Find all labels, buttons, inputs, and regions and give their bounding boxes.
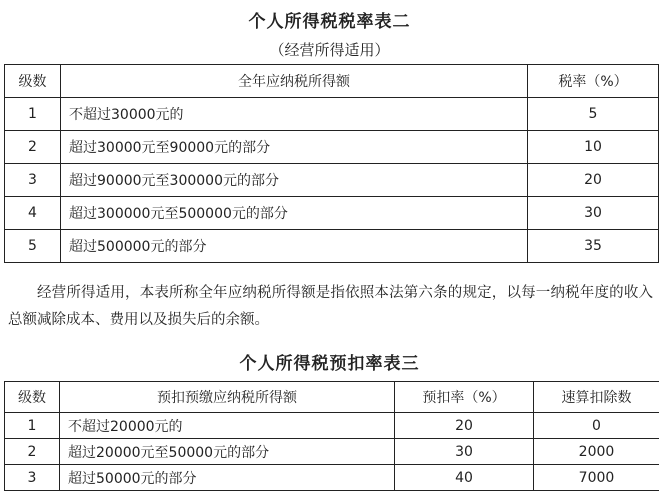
cell-level: 3 <box>5 164 61 197</box>
table-row <box>5 413 659 439</box>
cell-quick-deduction: 0 <box>534 413 659 439</box>
withholding-rate-table-3 <box>4 381 659 491</box>
cell-income-range: 不超过20000元的 <box>60 413 395 439</box>
cell-rate: 30 <box>528 197 659 230</box>
cell-level: 2 <box>5 439 60 465</box>
table-row <box>5 439 659 465</box>
cell-income-range: 超过20000元至50000元的部分 <box>60 439 395 465</box>
header-withholding-income: 预扣预缴应纳税所得额 <box>60 382 395 413</box>
table1-subtitle: （经营所得适用） <box>269 41 390 59</box>
table1-title: 个人所得税税率表二 <box>248 12 411 32</box>
cell-level: 3 <box>5 465 60 491</box>
header-level: 级数 <box>5 65 61 98</box>
table-header-row <box>5 382 659 413</box>
table-row <box>5 197 659 230</box>
cell-income-range: 超过500000元的部分 <box>61 230 528 263</box>
header-tax-rate: 税率（%） <box>528 65 659 98</box>
cell-level: 2 <box>5 131 61 164</box>
cell-rate: 10 <box>528 131 659 164</box>
explanatory-note: 经营所得适用，本表所称全年应纳税所得额是指依照本法第六条的规定，以每一纳税年度的收入总额减除成本、费用以及损失后的余额。 <box>8 285 653 328</box>
tax-rate-table-2 <box>4 64 659 263</box>
cell-rate: 20 <box>528 164 659 197</box>
cell-rate: 30 <box>395 439 534 465</box>
table-row <box>5 164 659 197</box>
cell-level: 5 <box>5 230 61 263</box>
cell-income-range: 超过50000元的部分 <box>60 465 395 491</box>
cell-income-range: 超过30000元至90000元的部分 <box>61 131 528 164</box>
cell-level: 4 <box>5 197 61 230</box>
cell-quick-deduction: 2000 <box>534 439 659 465</box>
cell-income-range: 超过300000元至500000元的部分 <box>61 197 528 230</box>
header-level: 级数 <box>5 382 60 413</box>
cell-rate: 35 <box>528 230 659 263</box>
cell-rate: 40 <box>395 465 534 491</box>
cell-level: 1 <box>5 98 61 131</box>
table-row <box>5 465 659 491</box>
table-row <box>5 131 659 164</box>
cell-income-range: 超过90000元至300000元的部分 <box>61 164 528 197</box>
table-row <box>5 98 659 131</box>
cell-level: 1 <box>5 413 60 439</box>
header-quick-deduction: 速算扣除数 <box>534 382 659 413</box>
cell-rate: 5 <box>528 98 659 131</box>
table2-title: 个人所得税预扣率表三 <box>239 354 420 374</box>
table-header-row <box>5 65 659 98</box>
header-taxable-income: 全年应纳税所得额 <box>61 65 528 98</box>
cell-income-range: 不超过30000元的 <box>61 98 528 131</box>
cell-quick-deduction: 7000 <box>534 465 659 491</box>
cell-rate: 20 <box>395 413 534 439</box>
header-withholding-rate: 预扣率（%） <box>395 382 534 413</box>
table-row <box>5 230 659 263</box>
